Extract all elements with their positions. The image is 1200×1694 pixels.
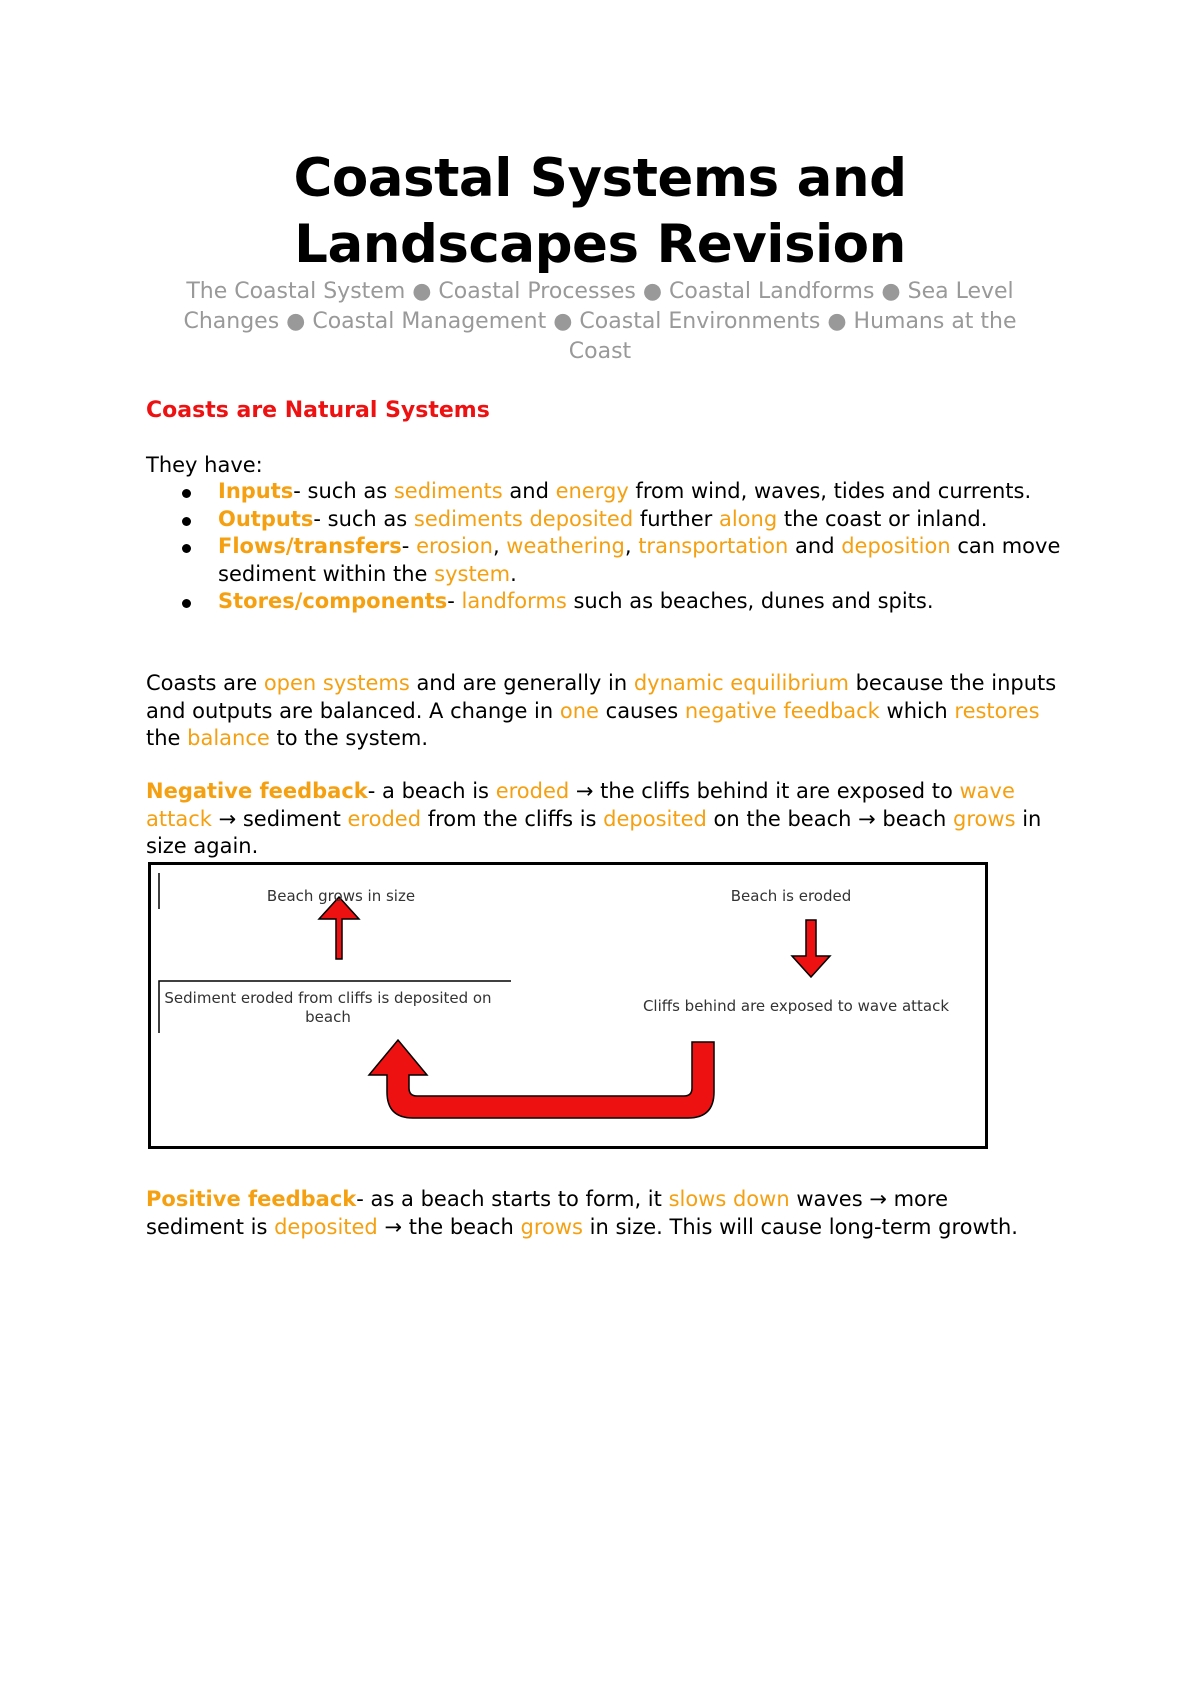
intro-text: They have: xyxy=(146,453,263,477)
positive-feedback-paragraph: Positive feedback- as a beach starts to form, it slows down waves → more sediment is deposited → the beach grows in size. This will cause long-term growth. xyxy=(146,1187,1018,1239)
bullet-flows: Flows/transfers- erosion, weathering, transportation and deposition can move sediment within the system. xyxy=(218,533,1138,588)
bullet-term: Flows/transfers xyxy=(218,534,402,558)
equilibrium-paragraph: Coasts are open systems and are generally in dynamic equilibrium because the inputs and outputs are balanced. A change in one causes negative feedback which restores the balance to the system. xyxy=(146,671,1057,750)
systems-bullet-list xyxy=(146,478,1138,616)
negative-feedback-diagram xyxy=(148,862,988,1149)
up-arrow-icon xyxy=(319,897,359,959)
return-arrow-icon xyxy=(369,1040,714,1118)
bullet-inputs: Inputs- such as sediments and energy from wind, waves, tides and currents. xyxy=(218,478,1138,506)
bullet-outputs: Outputs- such as sediments deposited further along the coast or inland. xyxy=(218,506,1138,534)
bullet-term: Stores/components xyxy=(218,589,448,613)
page-title xyxy=(0,146,1200,278)
bullet-term: Outputs xyxy=(218,506,314,531)
label-sediment-deposited: Sediment eroded from cliffs is deposited on beach xyxy=(164,989,492,1026)
bullet-term: Inputs xyxy=(218,479,294,503)
bullet-stores: Stores/components- landforms such as beaches, dunes and spits. xyxy=(218,588,1138,616)
title-line-2: Landscapes Revision xyxy=(294,214,906,275)
section-heading: Coasts are Natural Systems xyxy=(146,398,490,423)
title-line-1: Coastal Systems and xyxy=(293,148,907,209)
label-beach-eroded: Beach is eroded xyxy=(730,887,852,905)
down-arrow-icon xyxy=(792,920,830,977)
negative-feedback-paragraph: Negative feedback- a beach is eroded → the cliffs behind it are exposed to wave attack → sediment eroded from the cliffs is deposited on the beach → beach grows in size again. xyxy=(146,779,1042,858)
label-beach-grows: Beach grows in size xyxy=(266,887,416,905)
topics-subtitle: The Coastal System ● Coastal Processes ● Coastal Landforms ● Sea Level Changes ● Coastal Management ● Coastal Environments ● Humans at the Coast xyxy=(183,279,1017,364)
label-cliffs-exposed: Cliffs behind are exposed to wave attack xyxy=(642,997,950,1015)
